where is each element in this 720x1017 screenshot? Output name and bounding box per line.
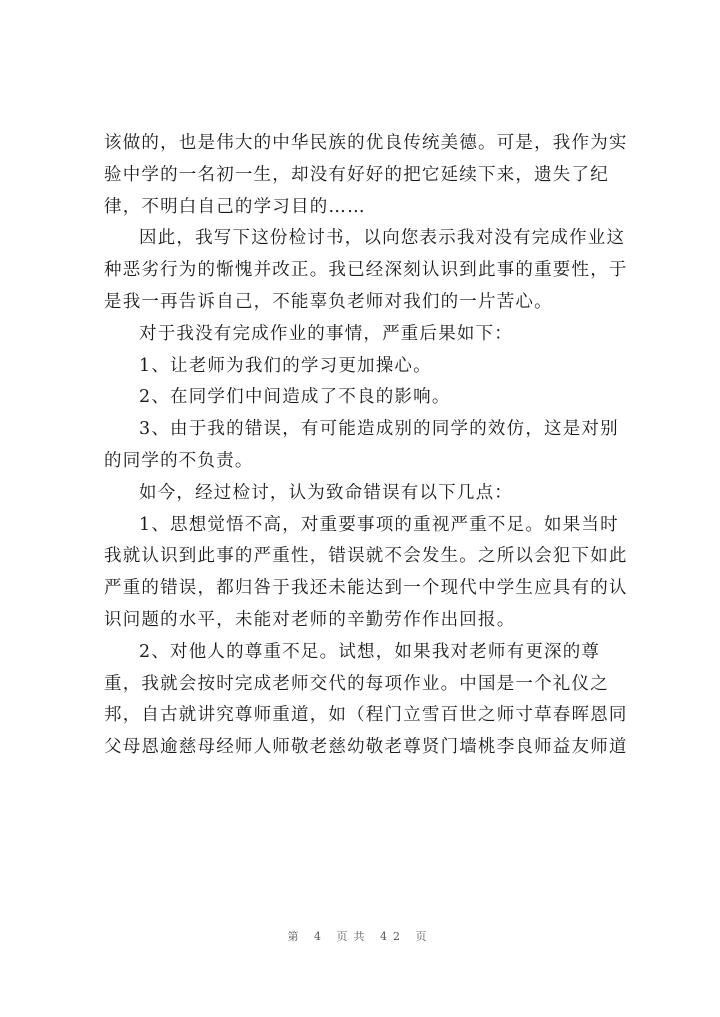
text-line: 我就认识到此事的严重性，错误就不会发生。之所以会犯下如此	[104, 546, 628, 567]
document-body	[104, 128, 644, 764]
text-line: 种恶劣行为的惭愧并改正。我已经深刻认识到此事的重要性，于	[104, 260, 628, 281]
paragraph-start-line: 因此，我写下这份检讨书，以向您表示我对没有完成作业这	[139, 228, 626, 249]
text-line: 重，我就会按时完成老师交代的每项作业。中国是一个礼仪之	[104, 673, 609, 694]
text-line: 严重的错误，都归咎于我还未能达到一个现代中学生应具有的认	[104, 578, 628, 599]
page-number-footer: 第 4 页共 42 页	[287, 930, 433, 943]
text-line: 邦，自古就讲究尊师重道，如（程门立雪百世之师寸草春晖恩同	[104, 705, 628, 726]
paragraph-start-line: 如今，经过检讨，认为致命错误有以下几点：	[139, 482, 513, 503]
text-line: 验中学的一名初一生，却没有好好的把它延续下来，遗失了纪	[104, 164, 609, 185]
text-line: 律，不明白自己的学习目的……	[104, 196, 366, 217]
paragraph-start-line: 对于我没有完成作业的事情，严重后果如下：	[139, 323, 513, 344]
list-item-line: 3、由于我的错误，有可能造成别的同学的效仿，这是对别	[139, 419, 619, 440]
text-line: 父母恩逾慈母经师人师敬老慈幼敬老尊贤门墙桃李良师益友师道	[104, 737, 628, 758]
list-item-line: 1、思想觉悟不高，对重要事项的重视严重不足。如果当时	[139, 514, 619, 535]
text-line: 该做的，也是伟大的中华民族的优良传统美德。可是，我作为实	[104, 133, 628, 153]
list-item-line: 2、在同学们中间造成了不良的影响。	[139, 387, 451, 408]
text-line: 是我一再告诉自己，不能辜负老师对我们的一片苦心。	[104, 291, 553, 312]
list-item-line: 2、对他人的尊重不足。试想，如果我对老师有更深的尊	[139, 641, 601, 662]
text-line: 的同学的不负责。	[104, 450, 254, 471]
text-line: 识问题的水平，未能对老师的辛勤劳作作出回报。	[104, 609, 516, 630]
list-item-line: 1、让老师为我们的学习更加操心。	[139, 355, 432, 376]
